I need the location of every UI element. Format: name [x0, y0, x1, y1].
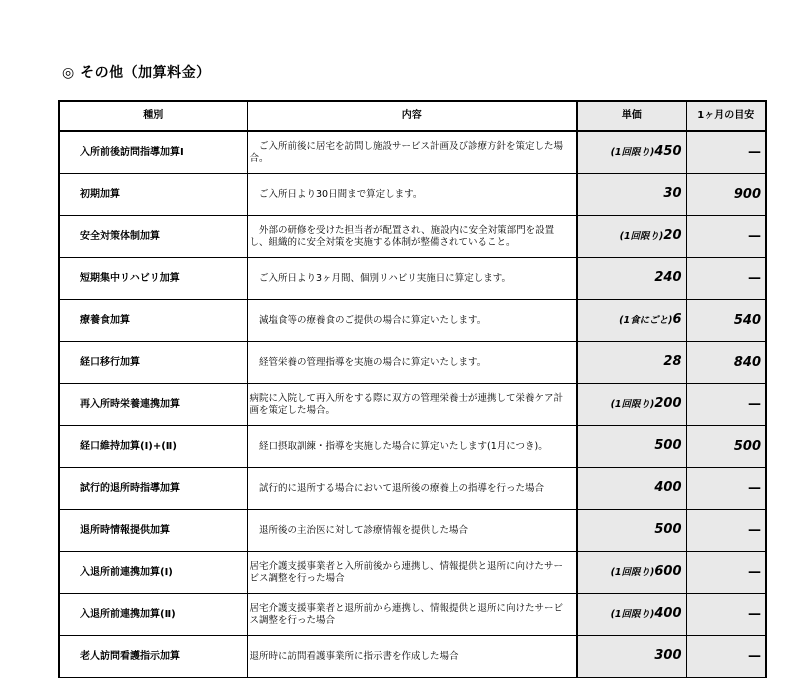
price-value: 300 [654, 648, 682, 663]
unit-price [577, 384, 686, 426]
unit-price [577, 468, 686, 510]
fee-description: 居宅介護支援事業者と退所前から連携し、情報提供と退所に向けたサービス調整を行った場合 [247, 594, 577, 636]
header-type: 種別 [59, 101, 247, 131]
header-monthly: 1ヶ月の目安 [686, 101, 766, 131]
fee-description: ご入所前後に居宅を訪問し施設サービス計画及び診療方針を策定した場合。 [247, 131, 577, 174]
fee-description: 試行的に退所する場合において退所後の療養上の指導を行った場合 [247, 468, 577, 510]
monthly-estimate: — [686, 636, 766, 678]
price-value: 200 [654, 396, 682, 411]
price-condition: (1回限り) [610, 147, 655, 158]
fee-type: 退所時情報提供加算 [59, 510, 247, 552]
table-row [59, 594, 766, 636]
table-row [59, 510, 766, 552]
monthly-estimate: — [686, 384, 766, 426]
table-row [59, 384, 766, 426]
price-value: 600 [654, 564, 682, 579]
section-title: ◎ その他（加算料金） [62, 65, 211, 81]
monthly-estimate: — [686, 594, 766, 636]
unit-price [577, 131, 686, 174]
monthly-estimate: — [686, 510, 766, 552]
price-value: 20 [663, 228, 682, 243]
price-value: 450 [654, 144, 682, 159]
fee-description: 経管栄養の管理指導を実施の場合に算定いたします。 [247, 342, 577, 384]
fee-table [58, 100, 767, 678]
fee-type: 経口維持加算(Ⅰ)+(Ⅱ) [59, 426, 247, 468]
table-row [59, 636, 766, 678]
price-value: 6 [672, 312, 682, 327]
fee-type: 入退所前連携加算(Ⅰ) [59, 552, 247, 594]
unit-price [577, 426, 686, 468]
unit-price [577, 594, 686, 636]
monthly-estimate: 900 [686, 174, 766, 216]
price-value: 30 [663, 186, 682, 201]
price-condition: (1回限り) [610, 399, 655, 410]
price-condition: (1回限り) [610, 609, 655, 620]
price-value: 400 [654, 606, 682, 621]
fee-type: 再入所時栄養連携加算 [59, 384, 247, 426]
price-value: 400 [654, 480, 682, 495]
fee-description: ご入所日より30日間まで算定します。 [247, 174, 577, 216]
price-value: 28 [663, 354, 682, 369]
table-row [59, 216, 766, 258]
fee-description: 退所時に訪問看護事業所に指示書を作成した場合 [247, 636, 577, 678]
fee-type: 経口移行加算 [59, 342, 247, 384]
monthly-estimate: 500 [686, 426, 766, 468]
monthly-estimate: — [686, 552, 766, 594]
price-condition: (1回限り) [610, 567, 655, 578]
table-row [59, 174, 766, 216]
monthly-estimate: — [686, 131, 766, 174]
unit-price [577, 552, 686, 594]
fee-description: 経口摂取訓練・指導を実施した場合に算定いたします(1月につき)。 [247, 426, 577, 468]
unit-price [577, 636, 686, 678]
unit-price [577, 300, 686, 342]
unit-price [577, 258, 686, 300]
table-row [59, 468, 766, 510]
fee-description: 外部の研修を受けた担当者が配置され、施設内に安全対策部門を設置し、組織的に安全対策を実施する体制が整備されていること。 [247, 216, 577, 258]
table-row [59, 258, 766, 300]
unit-price [577, 174, 686, 216]
price-value: 500 [654, 438, 682, 453]
table-row [59, 300, 766, 342]
unit-price [577, 510, 686, 552]
monthly-estimate: — [686, 258, 766, 300]
table-row [59, 552, 766, 594]
fee-description: 退所後の主治医に対して診療情報を提供した場合 [247, 510, 577, 552]
fee-description: 減塩食等の療養食のご提供の場合に算定いたします。 [247, 300, 577, 342]
fee-type: 試行的退所時指導加算 [59, 468, 247, 510]
fee-type: 療養食加算 [59, 300, 247, 342]
fee-description: 居宅介護支援事業者と入所前後から連携し、情報提供と退所に向けたサービス調整を行った場合 [247, 552, 577, 594]
monthly-estimate: — [686, 216, 766, 258]
monthly-estimate: 540 [686, 300, 766, 342]
fee-description: 病院に入院して再入所をする際に双方の管理栄養士が連携して栄養ケア計画を策定した場合。 [247, 384, 577, 426]
fee-type: 入所前後訪問指導加算Ⅰ [59, 131, 247, 174]
header-content: 内容 [247, 101, 577, 131]
fee-type: 入退所前連携加算(Ⅱ) [59, 594, 247, 636]
price-value: 240 [654, 270, 682, 285]
fee-type: 短期集中リハビリ加算 [59, 258, 247, 300]
fee-type: 老人訪問看護指示加算 [59, 636, 247, 678]
header-row [59, 101, 766, 131]
fee-type: 安全対策体制加算 [59, 216, 247, 258]
unit-price [577, 342, 686, 384]
price-value: 500 [654, 522, 682, 537]
table-row [59, 131, 766, 174]
header-price: 単価 [577, 101, 686, 131]
fee-description: ご入所日より3ヶ月間、個別リハビリ実施日に算定します。 [247, 258, 577, 300]
price-condition: (1食にごと) [619, 315, 673, 326]
monthly-estimate: 840 [686, 342, 766, 384]
price-condition: (1回限り) [619, 231, 664, 242]
monthly-estimate: — [686, 468, 766, 510]
table-row [59, 426, 766, 468]
unit-price [577, 216, 686, 258]
fee-type: 初期加算 [59, 174, 247, 216]
table-row [59, 342, 766, 384]
